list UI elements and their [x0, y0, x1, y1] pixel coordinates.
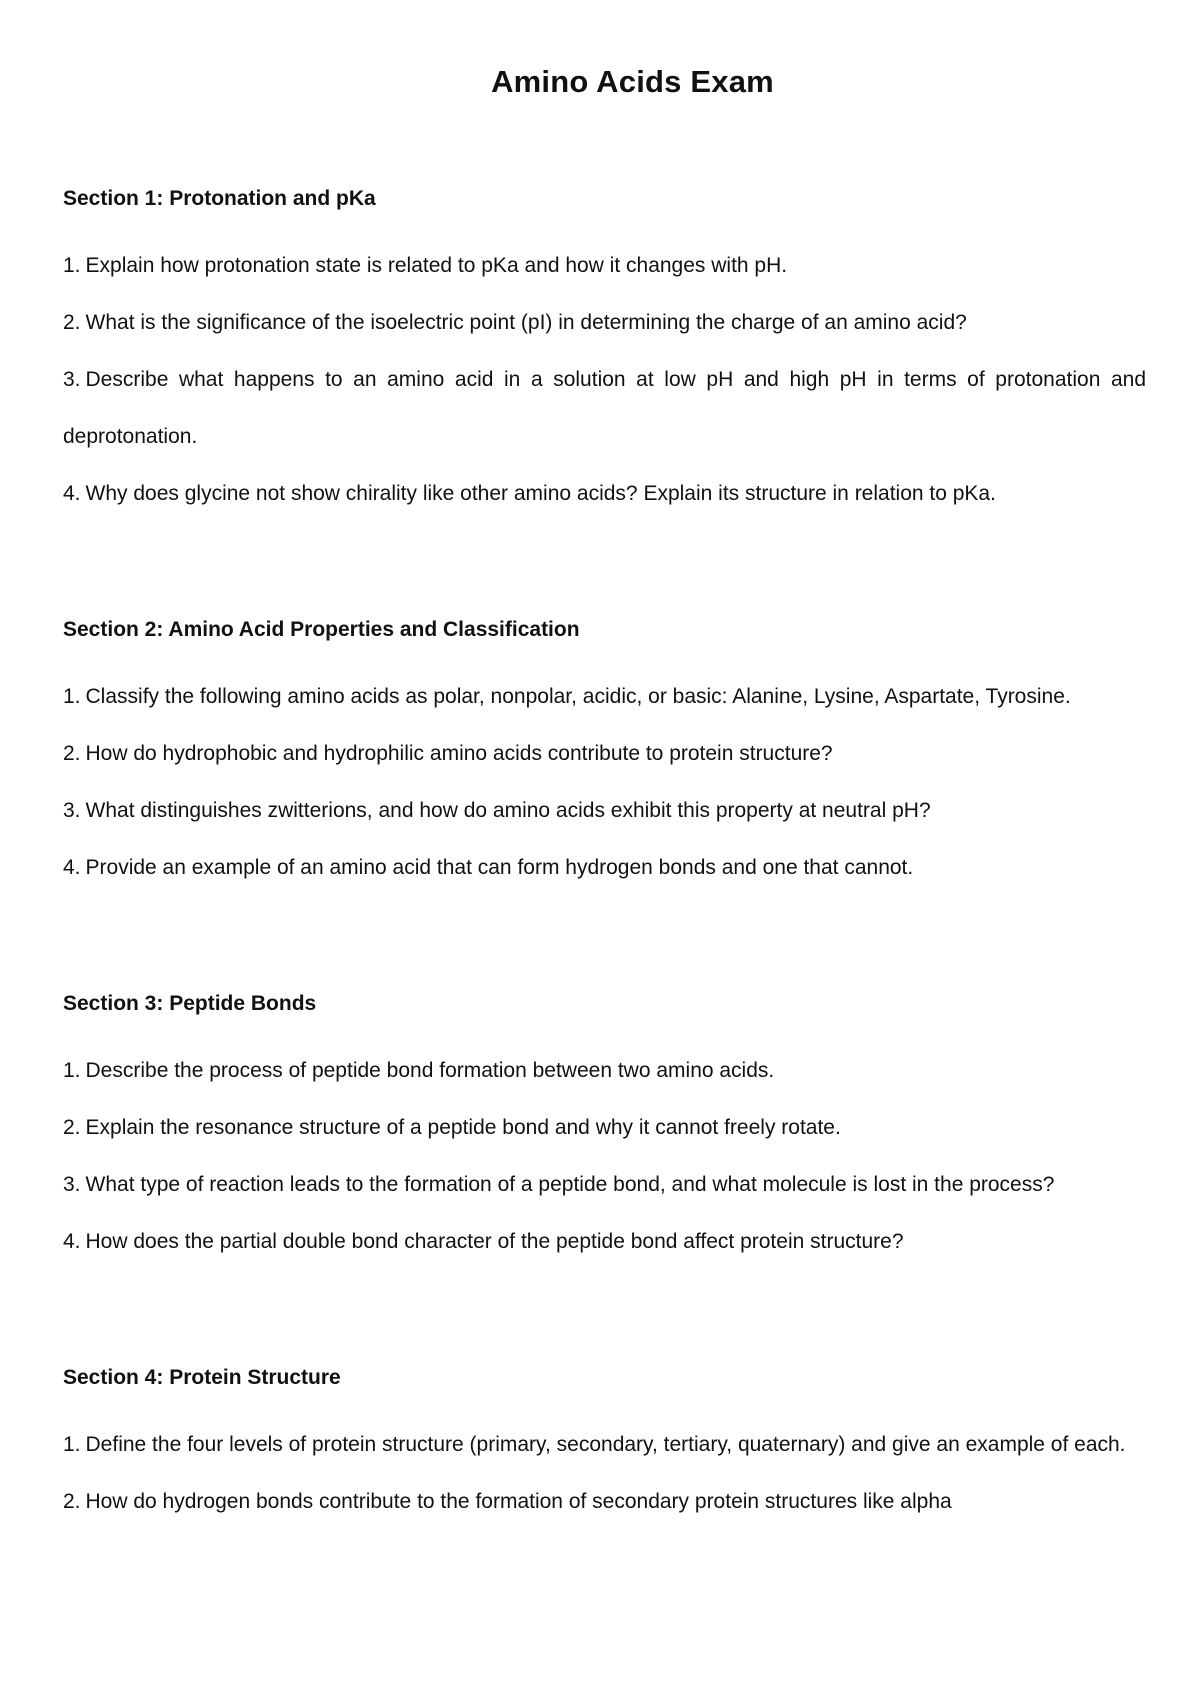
section-1: [63, 184, 1146, 522]
question-text: Describe what happens to an amino acid in a solution at low pH and high pH in terms of protonation and deprotonation.: [63, 368, 1146, 448]
question-item: [63, 1416, 1146, 1473]
question-text: Describe the process of peptide bond formation between two amino acids.: [85, 1059, 775, 1082]
question-list: [63, 668, 1146, 896]
question-number: 1.: [63, 1433, 81, 1456]
question-number: 2.: [63, 311, 81, 334]
question-item: [63, 1042, 1146, 1099]
question-number: 4.: [63, 856, 81, 879]
question-list: [63, 1416, 1146, 1530]
question-item: [63, 782, 1146, 839]
question-number: 1.: [63, 1059, 81, 1082]
question-number: 2.: [63, 1116, 81, 1139]
question-list: [63, 1042, 1146, 1270]
question-list: [63, 237, 1146, 522]
question-item: [63, 1099, 1146, 1156]
question-number: 1.: [63, 254, 81, 277]
question-text: How do hydrophobic and hydrophilic amino acids contribute to protein structure?: [85, 742, 833, 765]
question-item: [63, 237, 1146, 294]
question-text: What type of reaction leads to the formation of a peptide bond, and what molecule is lost in the process?: [85, 1173, 1055, 1196]
question-item: [63, 1213, 1146, 1270]
question-number: 3.: [63, 368, 81, 391]
question-item: [63, 351, 1146, 465]
question-text: What distinguishes zwitterions, and how do amino acids exhibit this property at neutral pH?: [85, 799, 931, 822]
section-heading: Section 2: Amino Acid Properties and Classification: [63, 618, 580, 641]
section-heading: Section 1: Protonation and pKa: [63, 187, 376, 210]
question-item: [63, 1473, 1146, 1530]
question-text: What is the significance of the isoelectric point (pI) in determining the charge of an amino acid?: [85, 311, 967, 334]
question-item: [63, 465, 1146, 522]
question-item: [63, 839, 1146, 896]
question-item: [63, 725, 1146, 782]
section-4: [63, 1363, 1146, 1530]
question-text: Classify the following amino acids as polar, nonpolar, acidic, or basic: Alanine, Lysine, Aspartate, Tyrosine.: [85, 685, 1071, 708]
section-2: [63, 615, 1146, 896]
question-text: Why does glycine not show chirality like other amino acids? Explain its structure in relation to pKa.: [85, 482, 996, 505]
question-item: [63, 668, 1146, 725]
question-text: Explain the resonance structure of a peptide bond and why it cannot freely rotate.: [85, 1116, 841, 1139]
question-number: 1.: [63, 685, 81, 708]
page-title: Amino Acids Exam: [491, 64, 774, 99]
question-number: 4.: [63, 1230, 81, 1253]
question-number: 4.: [63, 482, 81, 505]
question-text: Define the four levels of protein structure (primary, secondary, tertiary, quaternary) and give an example of each.: [85, 1433, 1126, 1456]
question-text: Explain how protonation state is related to pKa and how it changes with pH.: [85, 254, 788, 277]
section-heading: Section 3: Peptide Bonds: [63, 992, 317, 1015]
question-item: [63, 294, 1146, 351]
question-number: 3.: [63, 1173, 81, 1196]
question-number: 3.: [63, 799, 81, 822]
question-item: [63, 1156, 1146, 1213]
question-number: 2.: [63, 742, 81, 765]
question-number: 2.: [63, 1490, 81, 1513]
question-text: Provide an example of an amino acid that can form hydrogen bonds and one that cannot.: [85, 856, 914, 879]
section-3: [63, 989, 1146, 1270]
question-text: How do hydrogen bonds contribute to the formation of secondary protein structures like alpha: [85, 1490, 952, 1513]
section-heading: Section 4: Protein Structure: [63, 1366, 341, 1389]
question-text: How does the partial double bond character of the peptide bond affect protein structure?: [85, 1230, 904, 1253]
